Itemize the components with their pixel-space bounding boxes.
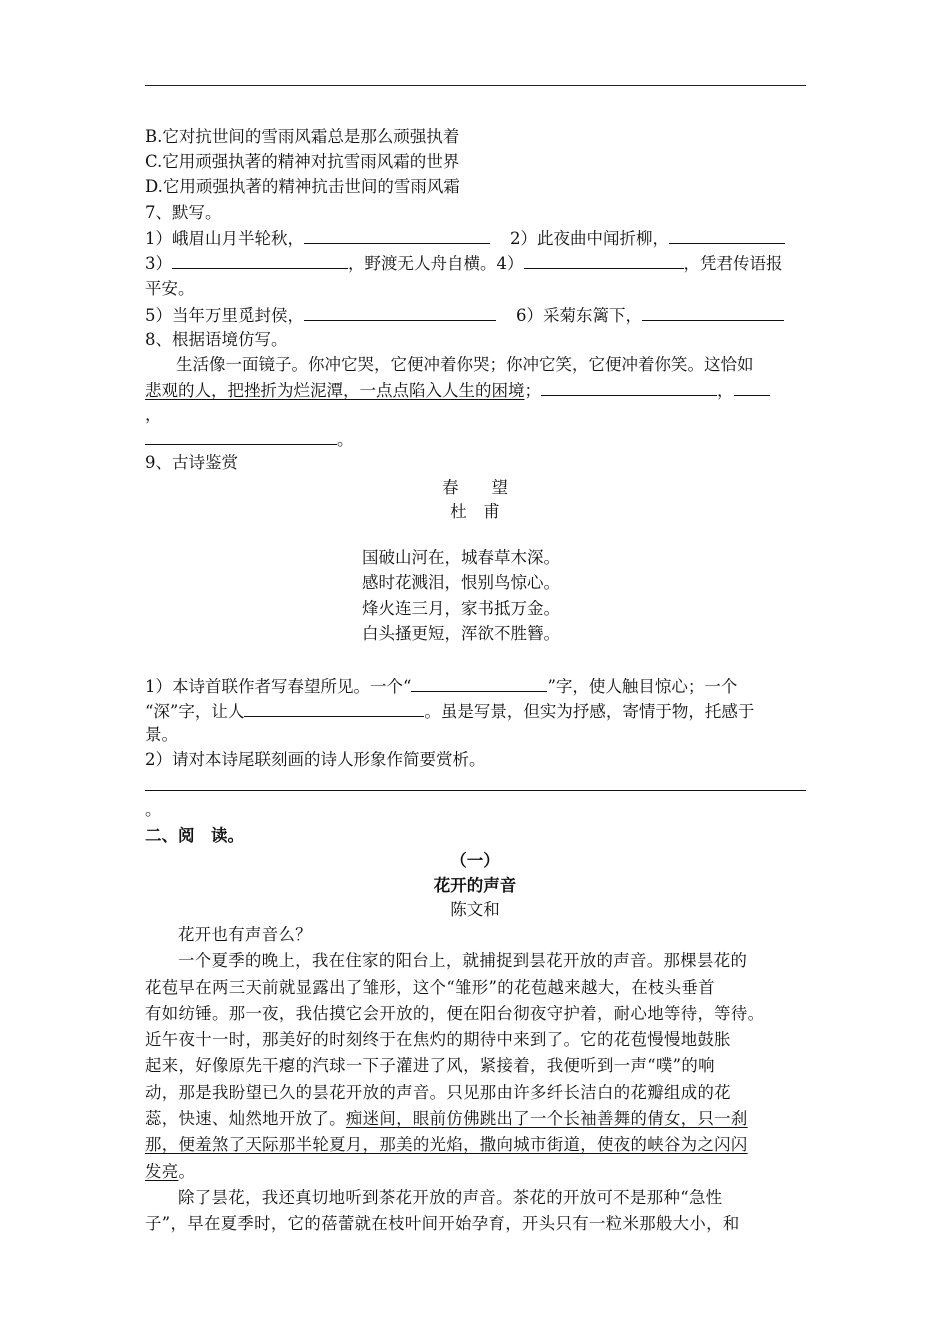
answer-blank[interactable] (541, 379, 717, 396)
q7-prompt-6: 6）采菊东篱下， (516, 306, 642, 325)
q8-end-mark: 。 (337, 430, 354, 449)
answer-blank[interactable] (669, 227, 785, 244)
passage-part: （一） (450, 851, 500, 870)
passage-line: 动，那是我盼望已久的昙花开放的声音。只见那由许多纤长洁白的花瓣组成的花 (145, 1082, 731, 1102)
q9-sub2: 2）请对本诗尾联刻画的诗人形象作简要赏析。 (145, 750, 486, 769)
answer-blank[interactable] (145, 428, 337, 445)
poem-line: 白头搔更短，浑欲不胜簪。 (362, 624, 560, 643)
underlined-passage: 痴迷间，眼前仿佛跳出了一个长袖善舞的倩女，只一刹 (345, 1109, 748, 1129)
q9-sub1-line2 (145, 700, 754, 723)
q8-end-line (145, 428, 354, 451)
poem-author: 杜 甫 (450, 502, 500, 521)
answer-blank[interactable] (734, 379, 770, 396)
option-d: D.它用顽强执著的精神抗击世间的雪雨风霜 (145, 177, 460, 196)
q9-sub1-cont: ”字，使人触目惊心；一个 (547, 677, 738, 696)
q8-comma-line: ， (145, 405, 162, 424)
q9-sub1-cont2: 。虽是写景，但实为抒感，寄情于物，托感于 (424, 702, 755, 721)
q8-text1: 生活像一面镜子。你冲它哭，它便冲着你哭；你冲它笑，它便冲着你笑。这恰如 (176, 355, 754, 374)
q7-prompt-4-cont: ，凭君传语报 (683, 254, 783, 273)
answer-line[interactable] (145, 790, 806, 791)
q7-line3: 平安。 (145, 279, 195, 298)
passage-line: 起来，好像原先干瘪的汽球一下子灌进了风，紧接着，我便听到一声“噗”的响 (145, 1056, 715, 1076)
q7-line1 (145, 227, 785, 250)
answer-blank[interactable] (304, 304, 496, 321)
underlined-passage: 发亮 (145, 1161, 179, 1181)
poem-line: 烽火连三月，家书抵万金。 (362, 599, 560, 618)
passage-line: 近午夜十一时，那美好的时刻终于在焦灼的期待中来到了。它的花苞慢慢地鼓胀 (145, 1030, 731, 1050)
q7-prompt-4: ，野渡无人舟自横。4） (348, 254, 524, 273)
passage-line: 花开也有声音么？ (178, 925, 312, 944)
passage-line (145, 1132, 806, 1158)
section-heading: 二、阅 读。 (145, 826, 244, 845)
underlined-passage: 那，便羞煞了天际那半轮夏月，那美的光焰，撒向城市街道，使夜的峡谷为之闪闪 (145, 1135, 748, 1155)
q8-comma: ， (717, 381, 734, 400)
q7-prompt-5: 5）当年万里觅封侯， (145, 306, 304, 325)
header-rule (145, 85, 806, 86)
option-b: B.它对抗世间的雪雨风霜总是那么顽强执着 (145, 127, 460, 146)
q9-sub1-prompt: 1）本诗首联作者写春望所见。一个“ (145, 677, 412, 696)
q8-title: 8、根据语境仿写。 (145, 330, 288, 349)
answer-blank[interactable] (304, 227, 490, 244)
q7-line2 (145, 252, 783, 275)
q7-prompt-1: 1）峨眉山月半轮秋， (145, 229, 304, 248)
q7-title: 7、默写。 (145, 203, 222, 222)
poem-title: 春 望 (442, 478, 508, 497)
answer-blank[interactable] (411, 675, 547, 692)
q9-end: 。 (145, 800, 162, 819)
q9-sub1 (145, 675, 737, 698)
q8-text2 (145, 379, 770, 402)
q7-prompt-2: 2）此夜曲中闻折柳， (510, 229, 669, 248)
passage-author: 陈文和 (450, 900, 500, 919)
poem-line: 感时花溅泪，恨别鸟惊心。 (362, 573, 560, 592)
answer-blank[interactable] (172, 252, 348, 269)
q9-sub1-prompt2: “深”字，让人 (145, 702, 245, 721)
passage-text: 蕊，快速、灿然地开放了。 (145, 1109, 346, 1129)
passage-line: 子”，早在夏季时，它的蓓蕾就在枝叶间开始孕育，开头只有一粒米那般大小，和 (145, 1214, 740, 1234)
answer-blank[interactable] (244, 700, 424, 717)
passage-line (145, 1159, 806, 1185)
q9-sub1-line3: 景。 (145, 725, 178, 744)
passage-line: 除了昙花，我还真切地听到茶花开放的声音。茶花的开放可不是那种“急性 (178, 1187, 723, 1207)
passage-body (145, 922, 806, 1238)
passage-text: 。 (178, 1161, 196, 1181)
poem-line: 国破山河在，城春草木深。 (362, 548, 560, 567)
q7-prompt-3: 3） (145, 254, 172, 273)
passage-title: 花开的声音 (433, 876, 517, 895)
passage-line: 花苞早在两三天前就显露出了雏形，这个“雏形”的花苞越来越大，在枝头垂首 (145, 977, 715, 997)
q7-line4 (145, 304, 784, 327)
q8-semicolon: ； (524, 381, 541, 400)
answer-blank[interactable] (524, 252, 684, 269)
passage-line (145, 1106, 806, 1132)
option-c: C.它用顽强执著的精神对抗雪雨风霜的世界 (145, 152, 460, 171)
q9-title: 9、古诗鉴赏 (145, 453, 238, 472)
passage-line: 一个夏季的晚上，我在住家的阳台上，就捕捉到昙花开放的声音。那棵昙花的 (178, 951, 748, 971)
answer-blank[interactable] (642, 304, 784, 321)
passage-line: 有如纺锤。那一夜，我估摸它会开放的，便在阳台彻夜守护着，耐心地等待，等待。 (145, 1003, 765, 1023)
q8-example-underlined: 悲观的人，把挫折为烂泥潭，一点点陷入人生的困境 (145, 381, 525, 400)
